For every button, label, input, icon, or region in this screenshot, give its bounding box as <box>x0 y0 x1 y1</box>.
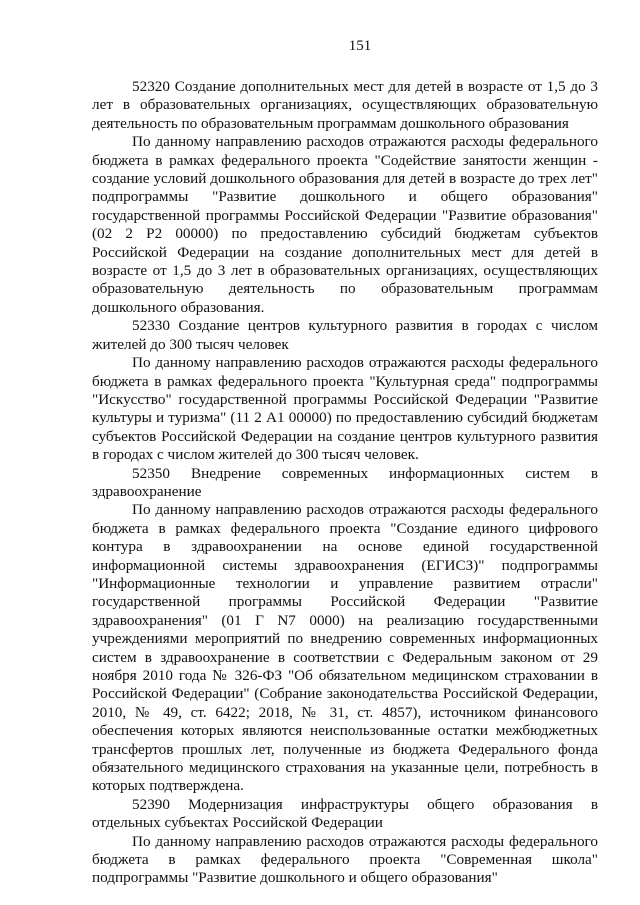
heading-52320: 52320 Создание дополнительных мест для детей в возрасте от 1,5 до 3 лет в образовательных организациях, осуществляющих образовательную деятельность по образовательным программам дошкольного образования <box>92 78 598 132</box>
paragraph-52320-body: По данному направлению расходов отражаются расходы федерального бюджета в рамках федерального проекта "Содействие занятости женщин - создание условий дошкольного образования для детей в возрасте до трех лет" подпрограммы "Развитие дошкольного и общего образования" государственной программы Российской Федерации "Развитие образования" (02 2 P2 00000) по предоставлению субсидий бюджетам субъектов Российской Федерации на создание дополнительных мест для детей в возрасте от 1,5 до 3 лет в образовательных организациях, осуществляющих образовательную деятельность по образовательным программам дошкольного образования. <box>92 133 598 316</box>
page-number: 151 <box>348 38 372 54</box>
heading-52330: 52330 Создание центров культурного развития в городах с числом жителей до 300 тысяч человек <box>92 317 598 353</box>
paragraph-52330-body: По данному направлению расходов отражаются расходы федерального бюджета в рамках федерального проекта "Культурная среда" подпрограммы "Искусство" государственной программы Российской Федерации "Развитие культуры и туризма" (11 2 A1 00000) по предоставлению субсидий бюджетам субъектов Российской Федерации на создание центров культурного развития в городах с числом жителей до 300 тысяч человек. <box>92 354 598 464</box>
heading-52350: 52350 Внедрение современных информационных систем в здравоохранение <box>92 464 598 500</box>
heading-52390: 52390 Модернизация инфраструктуры общего образования в отдельных субъектах Российской Федерации <box>92 795 598 832</box>
paragraph-52390-body: По данному направлению расходов отражаются расходы федерального бюджета в рамках федерального проекта "Современная школа" подпрограммы "Развитие дошкольного и общего образования" <box>92 832 598 887</box>
paragraph-52350-body: По данному направлению расходов отражаются расходы федерального бюджета в рамках федерального проекта "Создание единого цифрового контура в здравоохранении на основе единой государственной информационной системы здравоохранения (ЕГИСЗ)" подпрограммы "Информационные технологии и управление развитием отрасли" государственной программы Российской Федерации "Развитие здравоохранения" (01 Г N7 0000) на реализацию государственными учреждениями мероприятий по внедрению современных информационных систем в здравоохранение в соответствии с Федеральным законом от 29 ноября 2010 года № 326-ФЗ "Об обязательном медицинском страховании в Российской Федерации" (Собрание законодательства Российской Федерации, 2010, № 49, ст. 6422; 2018, № 31, ст. 4857), источником финансового обеспечения которых являются неиспользованные остатки межбюджетных трансфертов прошлых лет, полученные из бюджета Федерального фонда обязательного медицинского страхования на указанные цели, потребность в которых подтверждена. <box>92 501 598 795</box>
